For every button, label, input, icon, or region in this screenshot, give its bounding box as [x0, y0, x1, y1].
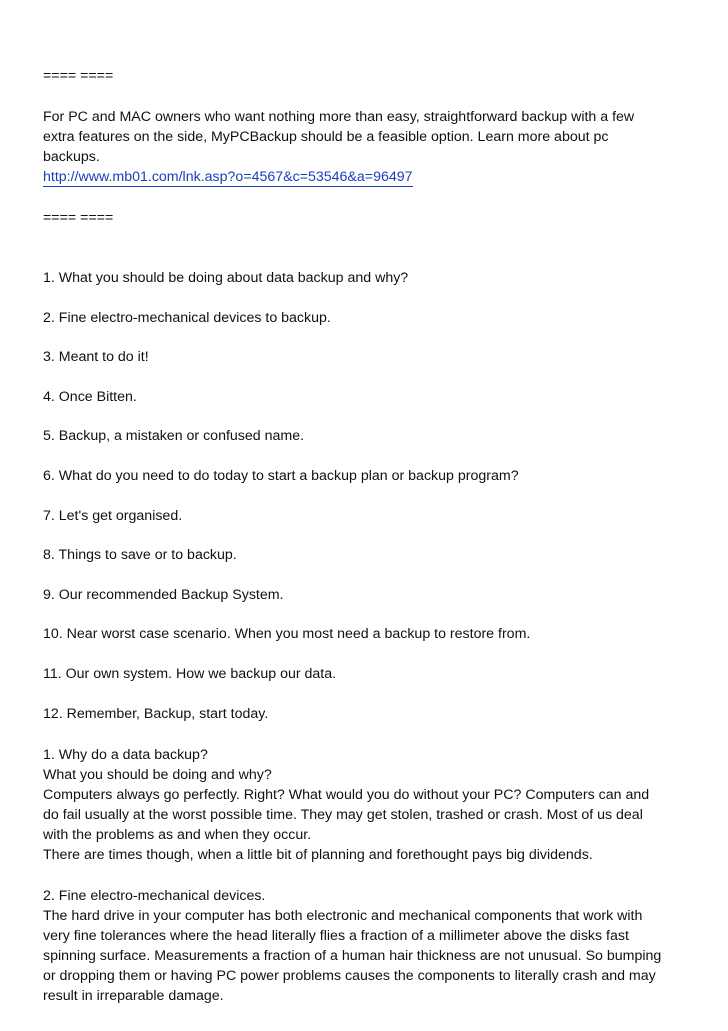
body-line: spinning surface. Measurements a fraction of a human hair thickness are not unusual. So bumping: [43, 947, 662, 964]
toc-item: 6. What do you need to do today to start a backup plan or backup program?: [43, 467, 519, 484]
spacer: [43, 865, 693, 886]
section-subheading: What you should be doing and why?: [43, 766, 272, 783]
body-line: do fail usually at the worst possible time. They may get stolen, trashed or crash. Most of us deal: [43, 806, 643, 823]
section-heading: 1. Why do a data backup?: [43, 746, 208, 763]
section-2: [43, 886, 693, 1006]
intro-line: backups.: [43, 149, 100, 165]
table-of-contents: [43, 268, 693, 724]
toc-item: 12. Remember, Backup, start today.: [43, 705, 269, 722]
body-line: with the problems as and when they occur.: [43, 826, 312, 843]
toc-item: 11. Our own system. How we backup our data.: [43, 665, 337, 682]
section-1: [43, 745, 693, 865]
toc-item: 2. Fine electro-mechanical devices to backup.: [43, 309, 331, 326]
toc-item: 3. Meant to do it!: [43, 349, 149, 366]
spacer: [43, 187, 693, 208]
intro-line: extra features on the side, MyPCBackup should be a feasible option. Learn more about pc: [43, 129, 609, 145]
toc-item: 9. Our recommended Backup System.: [43, 586, 284, 603]
toc-item: 10. Near worst case scenario. When you most need a backup to restore from.: [43, 626, 531, 643]
body-line: Computers always go perfectly. Right? What would you do without your PC? Computers can and: [43, 786, 650, 803]
toc-item: 1. What you should be doing about data backup and why?: [43, 270, 409, 286]
spacer: [43, 724, 693, 745]
toc-item: 7. Let's get organised.: [43, 507, 183, 524]
spacer: [43, 86, 693, 107]
body-line: The hard drive in your computer has both electronic and mechanical components that work with: [43, 907, 643, 924]
body-line: very fine tolerances where the head literally flies a fraction of a millimeter above the disks fast: [43, 927, 629, 944]
promo-link[interactable]: http://www.mb01.com/lnk.asp?o=4567&c=53546&a=96497: [43, 169, 413, 185]
separator-bottom: ==== ====: [43, 210, 114, 226]
section-heading: 2. Fine electro-mechanical devices.: [43, 887, 266, 904]
spacer: [43, 228, 693, 268]
document-page: [43, 60, 693, 1006]
body-line: result in irreparable damage.: [43, 987, 224, 1004]
toc-item: 8. Things to save or to backup.: [43, 547, 237, 564]
intro-paragraph: [43, 107, 693, 187]
body-line: There are times though, when a little bit of planning and forethought pays big dividends.: [43, 846, 593, 863]
link-line: [43, 167, 693, 187]
body-line: or dropping them or having PC power problems causes the components to literally crash and may: [43, 967, 656, 984]
toc-item: 4. Once Bitten.: [43, 388, 137, 405]
separator-top: ==== ====: [43, 68, 114, 84]
intro-line: For PC and MAC owners who want nothing more than easy, straightforward backup with a few: [43, 109, 635, 125]
toc-item: 5. Backup, a mistaken or confused name.: [43, 428, 305, 445]
